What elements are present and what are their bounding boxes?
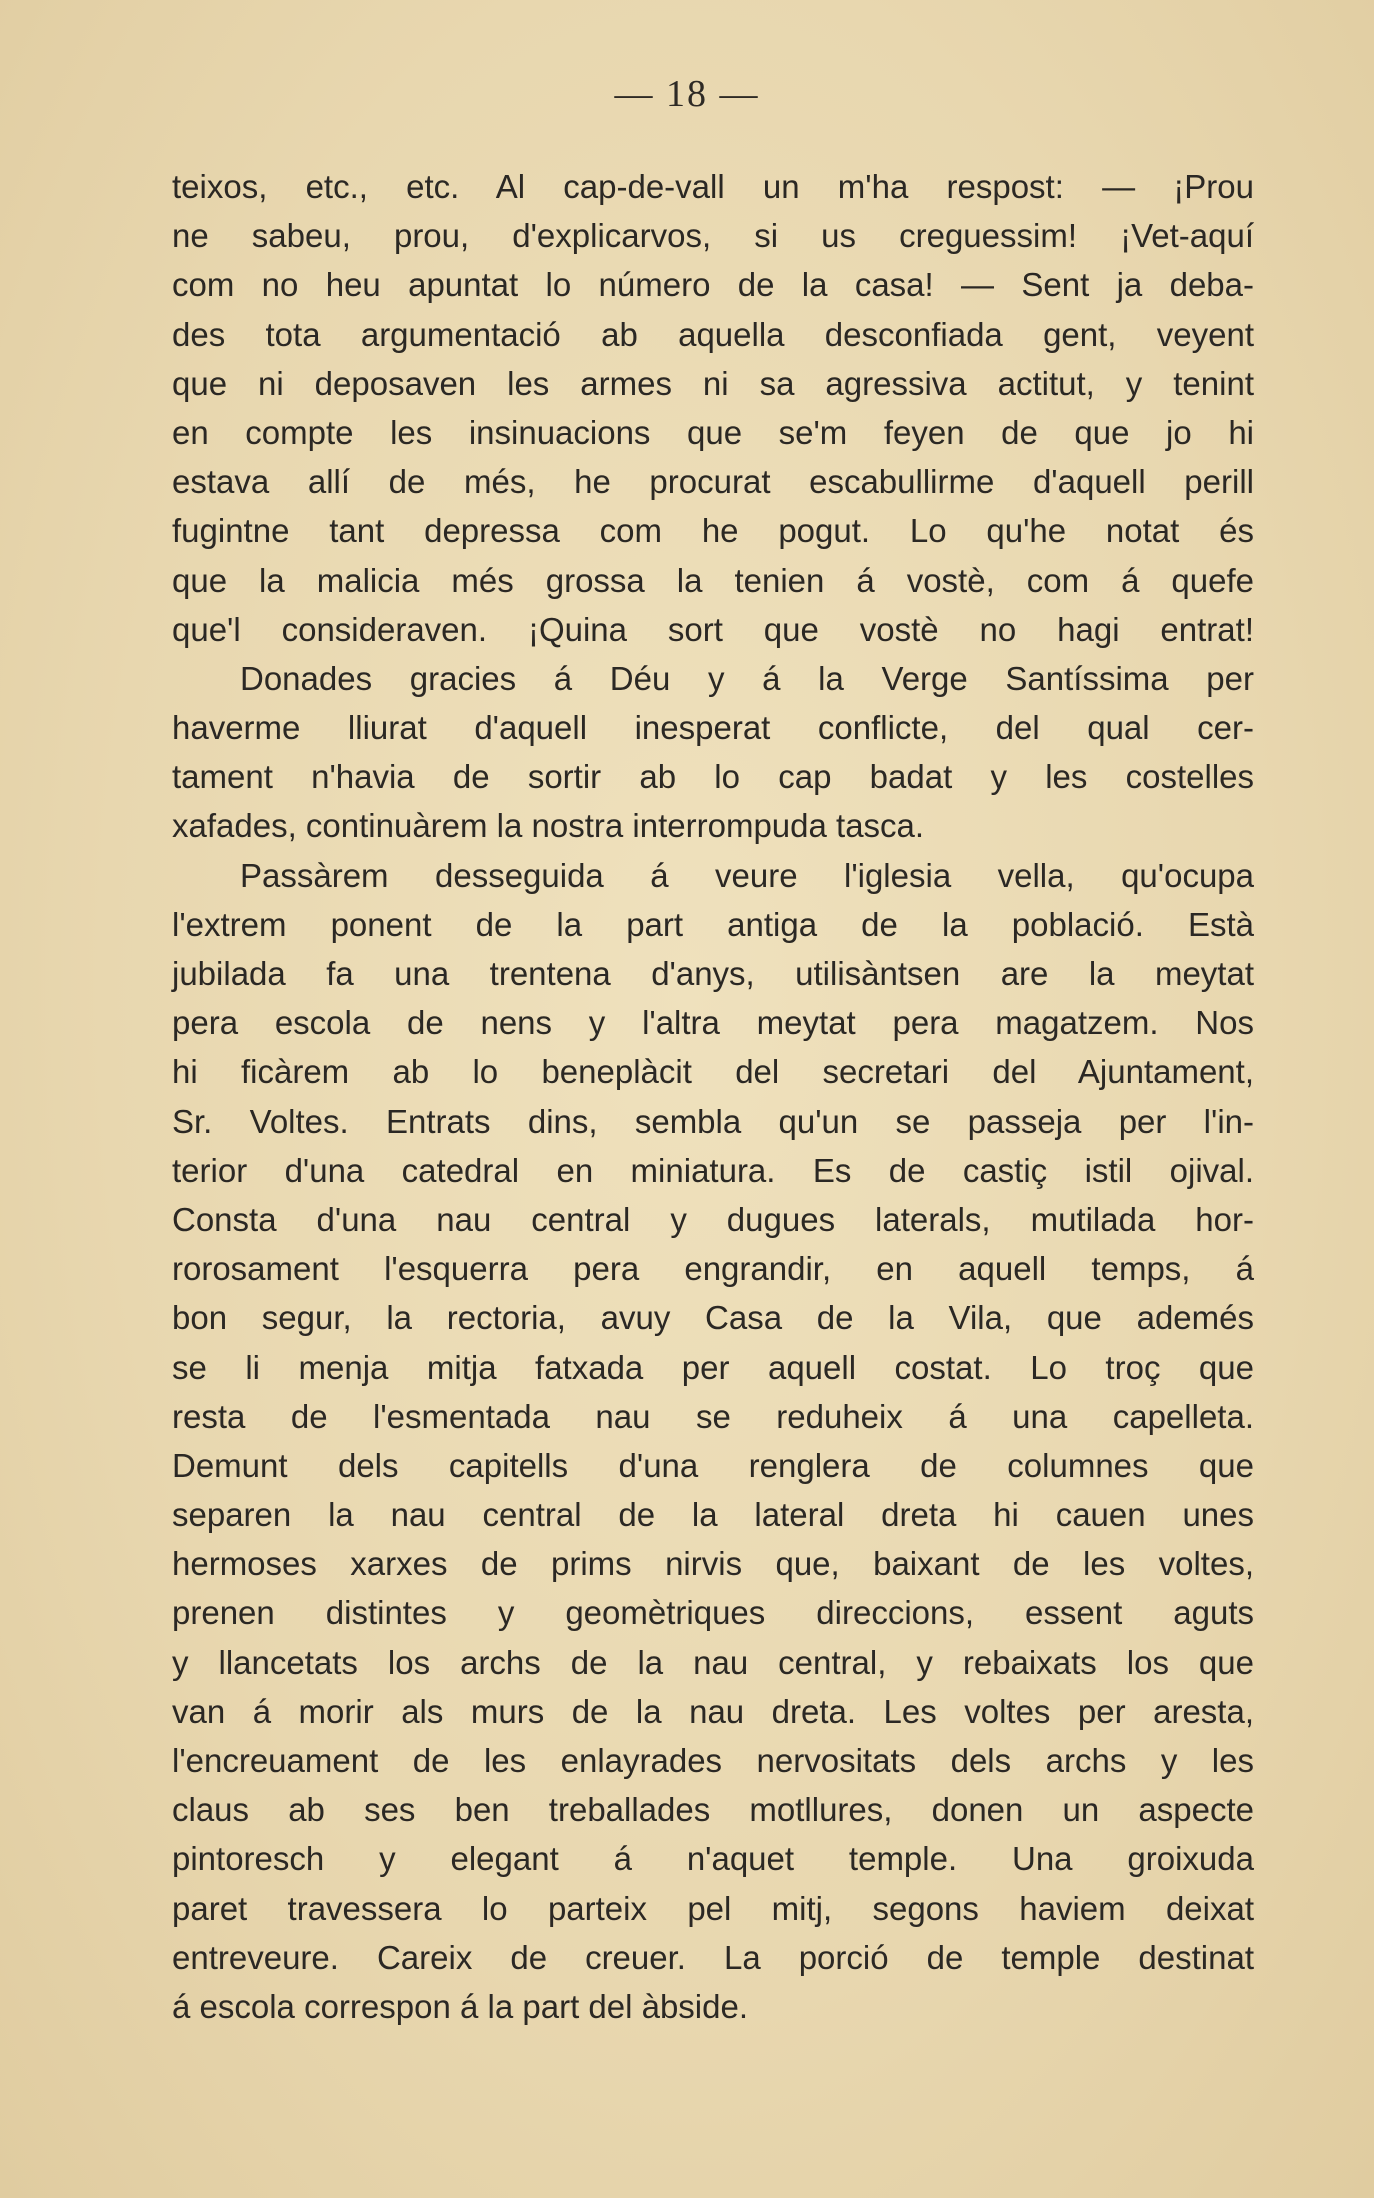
text-line: com no heu apuntat lo número de la casa! — Sent ja deba-	[172, 266, 1254, 304]
text-line: y llancetats los archs de la nau central, y rebaixats los que	[172, 1643, 1254, 1681]
text-line: separen la nau central de la lateral dreta hi cauen unes	[172, 1496, 1254, 1534]
text-line: estava allí de més, he procurat escabullirme d'aquell perill	[172, 463, 1254, 501]
text-line: haverme lliurat d'aquell inesperat conflicte, del qual cer-	[172, 709, 1254, 747]
text-line: resta de l'esmentada nau se reduheix á una capelleta.	[172, 1397, 1254, 1435]
body-text	[172, 162, 1254, 2031]
text-line: entreveure. Careix de creuer. La porció de temple destinat	[172, 1938, 1254, 1976]
text-line: jubilada fa una trentena d'anys, utilisàntsen are la meytat	[172, 955, 1254, 992]
text-line: paret travessera lo parteix pel mitj, segons haviem deixat	[172, 1889, 1254, 1927]
text-line: van á morir als murs de la nau dreta. Les voltes per aresta,	[172, 1692, 1254, 1730]
text-line: ne sabeu, prou, d'explicarvos, si us creguessim! ¡Vet-aquí	[172, 217, 1254, 255]
text-line: se li menja mitja fatxada per aquell costat. Lo troç que	[172, 1348, 1254, 1386]
text-line: Demunt dels capitells d'una renglera de columnes que	[172, 1446, 1254, 1484]
text-line: bon segur, la rectoria, avuy Casa de la Vila, que ademés	[172, 1299, 1254, 1337]
text-line: Sr. Voltes. Entrats dins, sembla qu'un se passeja per l'in-	[172, 1102, 1254, 1140]
text-line: claus ab ses ben treballades motllures, donen un aspecte	[172, 1791, 1254, 1829]
text-line: Donades gracies á Déu y á la Verge Santíssima per	[240, 659, 1254, 697]
text-line: terior d'una catedral en miniatura. Es de castiç istil ojival.	[172, 1151, 1254, 1189]
text-line: pera escola de nens y l'altra meytat pera magatzem. Nos	[172, 1004, 1254, 1042]
text-line: hermoses xarxes de prims nirvis que, baixant de les voltes,	[172, 1545, 1254, 1583]
text-line: que ni deposaven les armes ni sa agressiva actitut, y tenint	[172, 364, 1254, 402]
text-line: l'encreuament de les enlayrades nervositats dels archs y les	[172, 1742, 1254, 1779]
text-line: des tota argumentació ab aquella desconfiada gent, veyent	[172, 315, 1254, 353]
text-line: l'extrem ponent de la part antiga de la població. Està	[172, 905, 1254, 943]
page-number: — 18 —	[614, 73, 760, 115]
text-line: que la malicia més grossa la tenien á vostè, com á quefe	[172, 561, 1254, 599]
text-line: Passàrem desseguida á veure l'iglesia vella, qu'ocupa	[240, 856, 1254, 894]
text-line: teixos, etc., etc. Al cap-de-vall un m'ha respost: — ¡Prou	[172, 168, 1254, 205]
text-line: rorosament l'esquerra pera engrandir, en aquell temps, á	[172, 1250, 1254, 1288]
text-line: tament n'havia de sortir ab lo cap badat y les costelles	[172, 758, 1254, 796]
text-line: fugintne tant depressa com he pogut. Lo qu'he notat és	[172, 512, 1254, 550]
text-line: prenen distintes y geomètriques direccions, essent aguts	[172, 1594, 1254, 1632]
text-line: pintoresch y elegant á n'aquet temple. Una groixuda	[172, 1840, 1254, 1878]
text-line: en compte les insinuacions que se'm feyen de que jo hi	[172, 413, 1254, 451]
text-line: que'l consideraven. ¡Quina sort que vostè no hagi entrat!	[172, 610, 1254, 648]
text-line: hi ficàrem ab lo beneplàcit del secretari del Ajuntament,	[172, 1053, 1254, 1091]
text-line: á escola correspon á la part del àbside.	[172, 1987, 749, 2025]
text-line: Consta d'una nau central y dugues laterals, mutilada hor-	[172, 1200, 1254, 1238]
text-line: xafades, continuàrem la nostra interrompuda tasca.	[172, 807, 925, 845]
